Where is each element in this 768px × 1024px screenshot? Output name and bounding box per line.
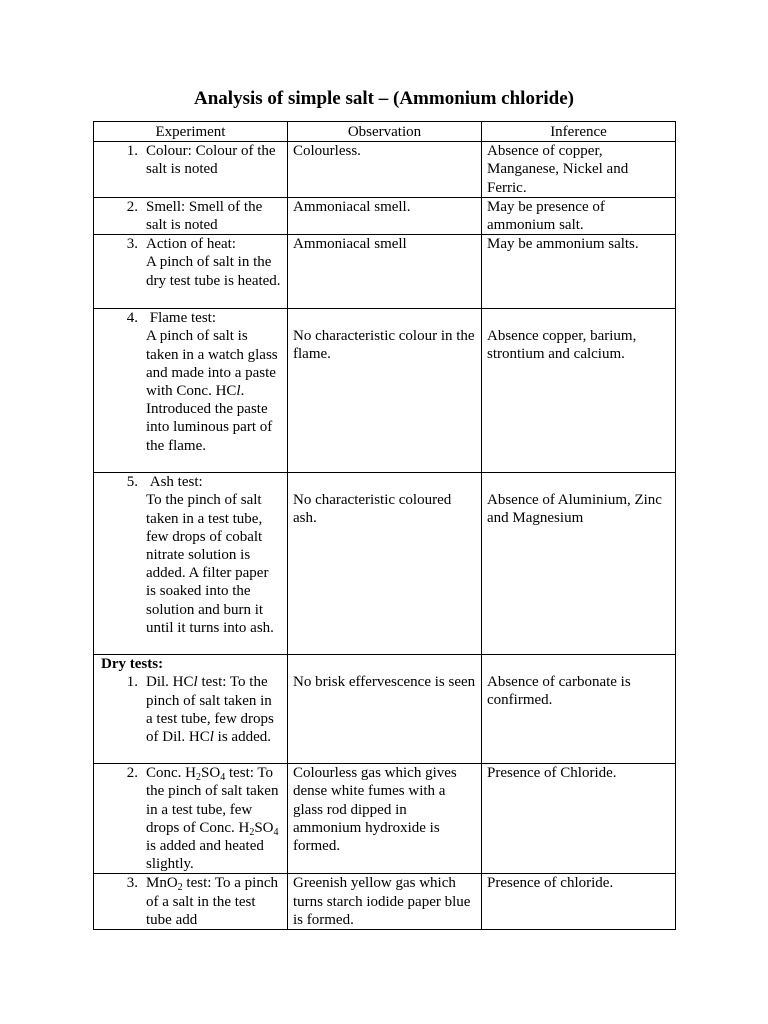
experiment-text: test: To the pinch of salt taken in a test tube, few drops of Conc. H: [146, 765, 279, 836]
header-observation: Observation: [288, 122, 482, 142]
observation-text: Ammoniacal smell.: [288, 197, 482, 234]
experiment-text: A pinch of salt in the dry test tube is heated.: [146, 254, 281, 289]
row-number: 3.: [126, 236, 138, 253]
inference-text: Absence of Aluminium, Zinc and Magnesium: [482, 473, 676, 655]
row-number: 2.: [126, 198, 138, 215]
experiment-text: . Introduced the paste into luminous part of the flame.: [146, 383, 273, 454]
experiment-text: is added.: [213, 729, 271, 746]
section-heading-dry-tests: Dry tests:: [101, 656, 164, 673]
experiment-text: is added and heated slightly.: [146, 838, 264, 873]
experiment-text: Conc. H: [146, 765, 196, 782]
observation-text: No brisk effervescence is seen: [288, 655, 482, 764]
table-header-row: [94, 122, 676, 142]
observation-text: Colourless gas which gives dense white fumes with a glass rod dipped in ammonium hydroxide is formed.: [288, 764, 482, 874]
experiment-text: Dil. HC: [146, 674, 194, 691]
row-number: 1.: [126, 674, 138, 691]
table-row: [94, 197, 676, 234]
row-number: 2.: [126, 765, 138, 782]
table-row: [94, 764, 676, 874]
analysis-table: [93, 121, 676, 930]
row-number: 5.: [126, 474, 138, 491]
header-inference: Inference: [482, 122, 676, 142]
inference-text: Absence of carbonate is confirmed.: [482, 655, 676, 764]
table-row: [94, 874, 676, 930]
experiment-text: SO: [201, 765, 221, 782]
table-row: [94, 142, 676, 198]
observation-text: No characteristic colour in the flame.: [288, 309, 482, 473]
subscript: 4: [220, 772, 226, 784]
inference-text: Absence of copper, Manganese, Nickel and Ferric.: [482, 142, 676, 198]
table-row: [94, 655, 676, 764]
experiment-text: Colour: Colour of the salt is noted: [146, 143, 276, 178]
experiment-title: Action of heat:: [146, 236, 236, 253]
subscript: 2: [196, 772, 201, 784]
row-number: 3.: [126, 875, 138, 892]
table-row: [94, 309, 676, 473]
subscript: 2: [249, 826, 255, 838]
row-number: 4.: [126, 310, 138, 327]
observation-text: Greenish yellow gas which turns starch iodide paper blue is formed.: [288, 874, 482, 930]
inference-text: Absence copper, barium, strontium and calcium.: [482, 309, 676, 473]
experiment-text-italic: l: [209, 729, 214, 746]
experiment-text-italic: l: [193, 674, 198, 691]
page-title: Analysis of simple salt – (Ammonium chloride): [194, 88, 574, 109]
observation-text: Ammoniacal smell: [288, 235, 482, 309]
experiment-title: Flame test:: [149, 310, 216, 327]
table-row: [94, 235, 676, 309]
experiment-text: A pinch of salt is taken in a watch glass and made into a paste with Conc. HC: [146, 328, 278, 400]
experiment-text: To the pinch of salt taken in a test tube, few drops of cobalt nitrate solution is added. A filter paper is soaked into the solution and burn it until it turns into ash.: [146, 492, 274, 636]
subscript: 2: [177, 882, 183, 894]
experiment-title: Ash test:: [149, 474, 203, 491]
inference-text: Presence of Chloride.: [482, 764, 676, 874]
experiment-text-italic: l: [236, 383, 241, 400]
row-number: 1.: [126, 143, 138, 160]
experiment-text: test: To the pinch of salt taken in a test tube, few drops of Dil. HC: [146, 674, 274, 746]
observation-text: Colourless.: [288, 142, 482, 198]
observation-text: No characteristic coloured ash.: [288, 473, 482, 655]
experiment-text: MnO: [146, 875, 178, 892]
inference-text: May be ammonium salts.: [482, 235, 676, 309]
table-row: [94, 473, 676, 655]
header-experiment: Experiment: [94, 122, 288, 142]
subscript: 4: [273, 826, 279, 838]
experiment-text: Smell: Smell of the salt is noted: [146, 198, 263, 234]
experiment-text: test: To a pinch of a salt in the test tube add: [146, 875, 278, 928]
inference-text: May be presence of ammonium salt.: [482, 197, 676, 234]
experiment-text: SO: [254, 819, 274, 836]
inference-text: Presence of chloride.: [482, 874, 676, 930]
